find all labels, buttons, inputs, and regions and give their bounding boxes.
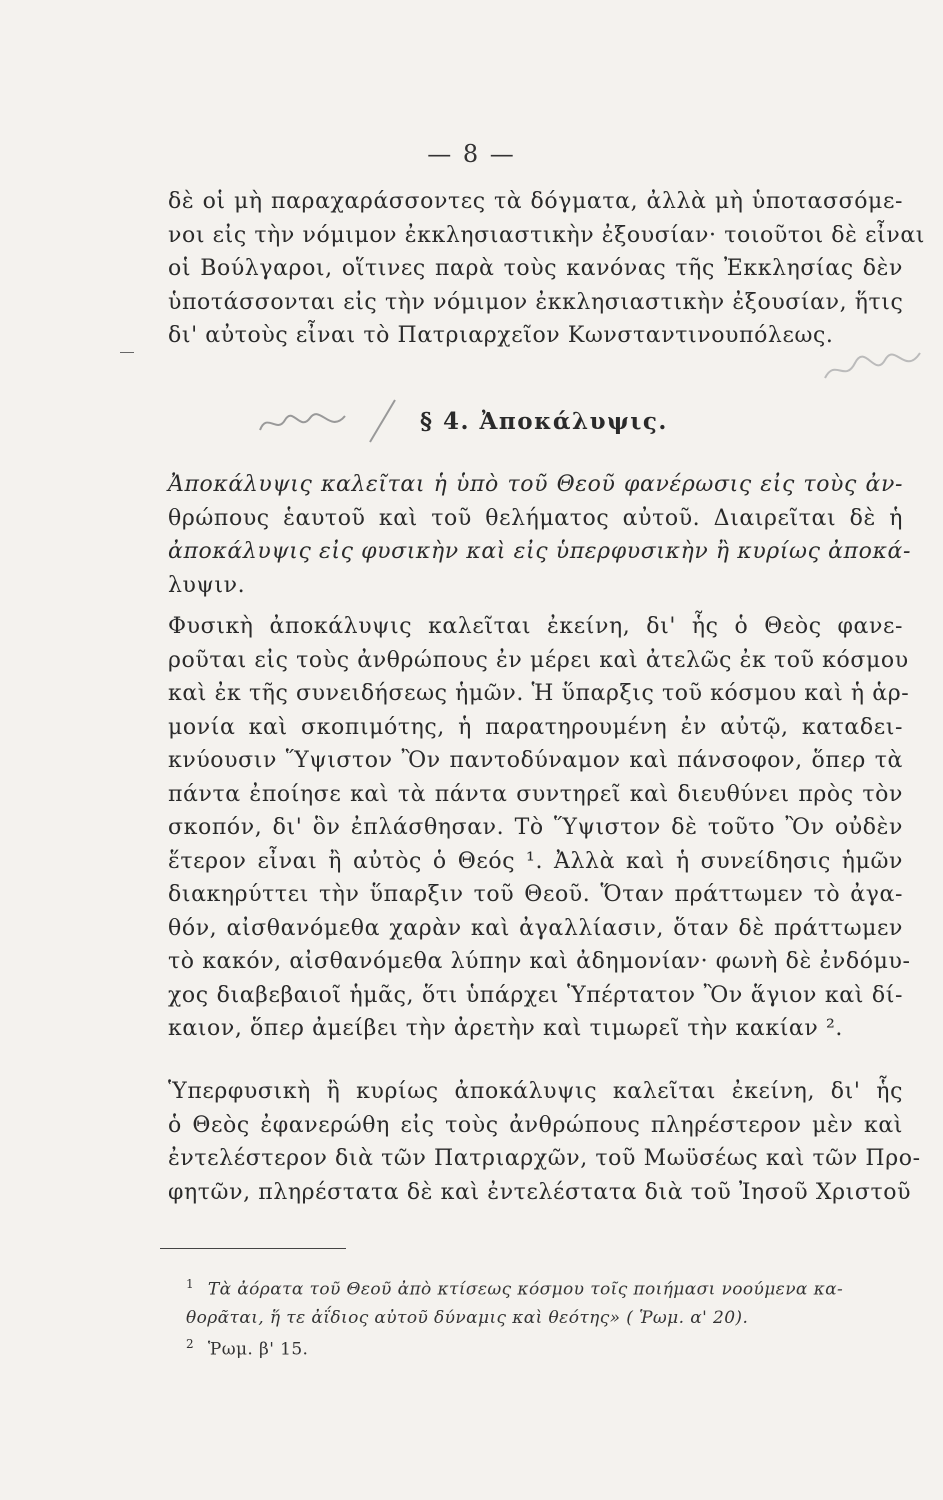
footnote-divider xyxy=(160,1248,346,1249)
text-line: πάντα ἐποίησε καὶ τὰ πάντα συντηρεῖ καὶ διευθύνει πρὸς τὸν xyxy=(168,781,903,807)
text-line: ροῦται εἰς τοὺς ἀνθρώπους ἐν μέρει καὶ ἀτελῶς ἐκ τοῦ κόσμου xyxy=(168,647,909,673)
paragraph-1 xyxy=(168,185,926,353)
text-line: διακηρύττει τὴν ὕπαρξιν τοῦ Θεοῦ. Ὅταν πράττωμεν τὸ ἀγα- xyxy=(168,882,903,907)
text-line: ἀποκάλυψις εἰς φυσικὴν καὶ εἰς ὑπερφυσικὴν ἢ κυρίως ἀποκά- xyxy=(168,539,911,564)
text-line: νοι εἰς τὴν νόμιμον ἐκκλησιαστικὴν ἐξουσίαν· τοιοῦτοι δὲ εἶναι xyxy=(168,222,926,248)
text-line: σκοπόν, δι' ὃν ἐπλάσθησαν. Τὸ Ὕψιστον δὲ τοῦτο Ὂν οὐδὲν xyxy=(168,815,903,840)
text-line: θρώπους ἑαυτοῦ καὶ τοῦ θελήματος αὐτοῦ. Διαιρεῖται δὲ ἡ xyxy=(168,505,903,531)
text-line: χος διαβεβαιοῖ ἡμᾶς, ὅτι ὑπάρχει Ὑπέρτατον Ὂν ἅγιον καὶ δί- xyxy=(168,982,903,1008)
text-line: δὲ οἱ μὴ παραχαράσσοντες τὰ δόγματα, ἀλλὰ μὴ ὑποτασσόμε- xyxy=(168,189,903,214)
footnote-text: Τὰ ἀόρατα τοῦ Θεοῦ ἀπὸ κτίσεως κόσμου τοῖς ποιήμασι νοούμενα κα- xyxy=(207,1279,844,1300)
footnote-marker: 2 xyxy=(186,1337,195,1351)
text-line: ὁ Θεὸς ἐφανερώθη εἰς τοὺς ἀνθρώπους πληρέστερον μὲν καὶ xyxy=(168,1112,903,1138)
text-line: τὸ κακόν, αἰσθανόμεθα λύπην καὶ ἀδημονίαν· φωνὴ δὲ ἐνδόμυ- xyxy=(168,949,911,974)
section-heading: § 4. Ἀποκάλυψις. xyxy=(420,408,668,435)
handwritten-margin-note xyxy=(820,338,930,393)
text-line: καιον, ὅπερ ἀμείβει τὴν ἀρετὴν καὶ τιμωρεῖ τὴν κακίαν ². xyxy=(168,1016,843,1041)
text-line: καὶ ἐκ τῆς συνειδήσεως ἡμῶν. Ἡ ὕπαρξις τοῦ κόσμου καὶ ἡ ἁρ- xyxy=(168,681,910,706)
text-line: λυψιν. xyxy=(168,572,246,598)
text-line: θόν, αἰσθανόμεθα χαρὰν καὶ ἀγαλλίασιν, ὅταν δὲ πράττωμεν xyxy=(168,915,903,941)
text-line: ὑποτάσσονται εἰς τὴν νόμιμον ἐκκλησιαστικὴν ἐξουσίαν, ἥτις xyxy=(168,289,904,315)
footnote-text: θορᾶται, ἥ τε ἀΐδιος αὐτοῦ δύναμις καὶ θεότης» ( Ῥωμ. α' 20). xyxy=(186,1307,749,1328)
paragraph-3 xyxy=(168,610,911,1046)
text-line: ἐντελέστερον διὰ τῶν Πατριαρχῶν, τοῦ Μωϋσέως καὶ τῶν Προ- xyxy=(168,1146,921,1171)
page-number: — 8 — xyxy=(427,140,516,168)
footnote-2 xyxy=(186,1330,903,1364)
text-line: Ἀποκάλυψις καλεῖται ἡ ὑπὸ τοῦ Θεοῦ φανέρωσις εἰς τοὺς ἀν- xyxy=(168,472,903,497)
text-line: οἱ Βούλγαροι, οἵτινες παρὰ τοὺς κανόνας τῆς Ἐκκλησίας δὲν xyxy=(168,256,903,281)
text-line: κνύουσιν Ὕψιστον Ὂν παντοδύναμον καὶ πάνσοφον, ὅπερ τὰ xyxy=(168,748,903,773)
footnote-1 xyxy=(186,1270,903,1332)
footnote-marker: 1 xyxy=(186,1277,195,1291)
paragraph-2 xyxy=(168,468,911,602)
text-line: μονία καὶ σκοπιμότης, ἡ παρατηρουμένη ἐν αὐτῷ, καταδει- xyxy=(168,714,903,740)
text-line: Ὑπερφυσικὴ ἢ κυρίως ἀποκάλυψις καλεῖται ἐκείνη, δι' ἧς xyxy=(168,1079,903,1104)
text-line: ἕτερον εἶναι ἢ αὐτὸς ὁ Θεός ¹. Ἀλλὰ καὶ ἡ συνείδησις ἡμῶν xyxy=(168,848,903,874)
text-line: φητῶν, πληρέστατα δὲ καὶ ἐντελέστατα διὰ τοῦ Ἰησοῦ Χριστοῦ xyxy=(168,1179,912,1205)
text-line: Φυσικὴ ἀποκάλυψις καλεῖται ἐκείνη, δι' ἧς ὁ Θεὸς φανε- xyxy=(168,614,903,639)
text-line: δι' αὐτοὺς εἶναι τὸ Πατριαρχεῖον Κωνσταντινουπόλεως. xyxy=(168,323,834,348)
handwritten-annotation xyxy=(255,392,425,447)
footnote-text: Ῥωμ. β' 15. xyxy=(207,1339,309,1360)
paragraph-4 xyxy=(168,1075,921,1209)
margin-mark xyxy=(120,352,134,353)
